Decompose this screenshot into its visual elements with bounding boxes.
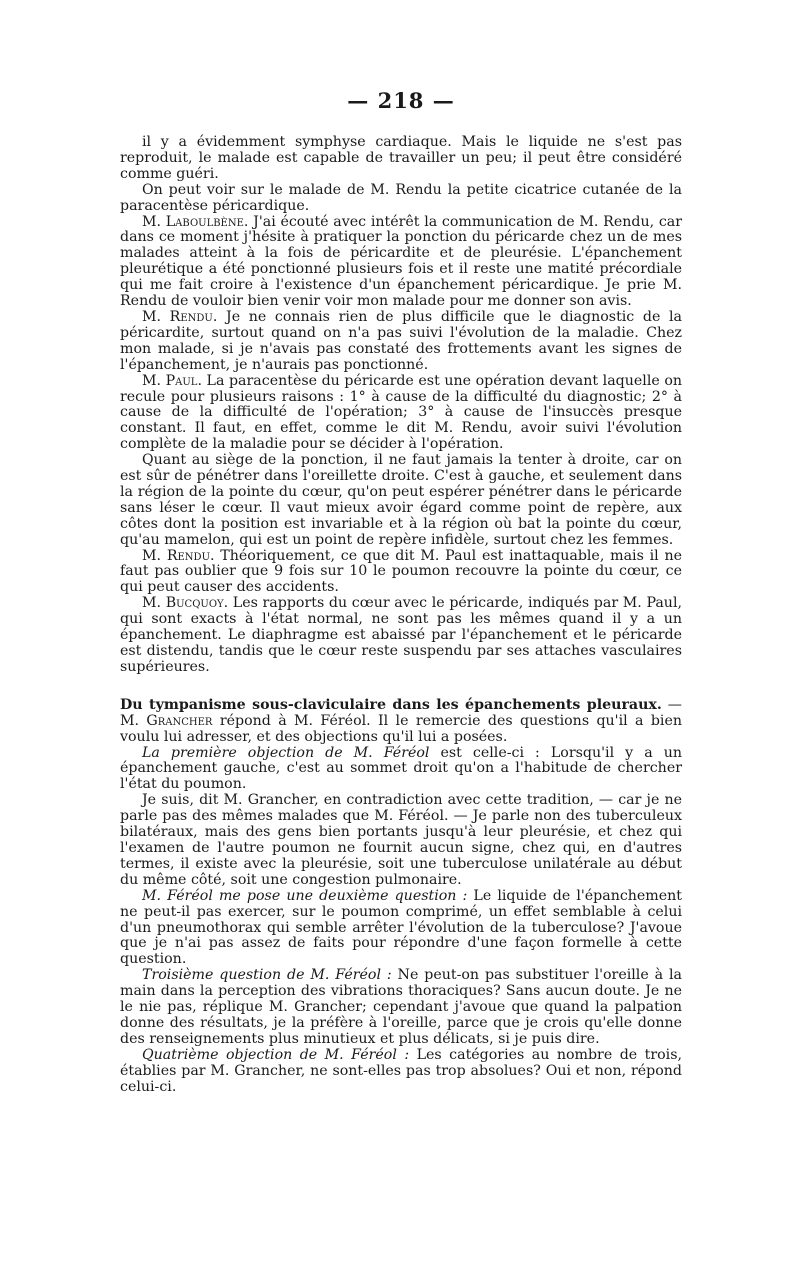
speaker-name: Rendu: [169, 308, 213, 325]
paragraph-text: Ne peut-on pas substituer l'oreille à la main dans la perception des vibrations thoraciques? Sans aucun doute. Je ne le nie pas, réplique M. Grancher; cependant j'avoue que quand la palpation donne des résultats, je la préfère à l'oreille, parce que je crois qu'elle donne des renseignements plus minutieux et plus délicats, si je puis dire.: [120, 967, 682, 1047]
paragraph-text: M.: [142, 547, 167, 564]
italic-text: M. Féréol me pose une deuxième question :: [142, 887, 468, 904]
paragraph: [120, 135, 682, 183]
paragraph-text: — M.: [120, 696, 682, 729]
paragraph-text: Le liquide de l'épanchement ne peut-il pas exercer, sur le poumon comprimé, un effet semblable à celui d'un pneumothorax qui semble arrêter l'évolution de la tuberculose? J'avoue que je n'ai pas assez de faits pour répondre d'une façon formelle à cette question.: [120, 887, 682, 968]
paragraph: [120, 596, 682, 676]
paragraph: [120, 968, 682, 1048]
paragraph: [120, 453, 682, 548]
paragraph: [120, 374, 682, 454]
paragraph-text: M.: [142, 213, 166, 230]
section-gap: [120, 676, 682, 698]
paragraph-text: . Les rapports du cœur avec le péricarde, indiqués par M. Paul, qui sont exacts à l'état normal, ne sont pas les mêmes quand il y a un épanchement. Le diaphragme est abaissé par l'épanchement et le péricarde est distendu, tandis que le cœur reste suspendu par ses attaches vasculaires supérieures.: [120, 595, 682, 675]
speaker-name: Rendu: [166, 547, 211, 564]
paragraph-text: Je suis, dit M. Grancher, en contradiction avec cette tradition, — car je ne parle pas des mêmes malades que M. Féréol. — Je parle non des tuberculeux bilatéraux, mais des gens bien portants jusqu'à leur pleurésie, et chez qui l'examen de l'autre poumon ne fournit aucun signe, chez qui, en d'autres termes, il existe avec la pleurésie, soit une tuberculose unilatérale au début du même côté, soit une congestion pulmonaire.: [120, 792, 682, 888]
paragraph-text: . J'ai écouté avec intérêt la communication de M. Rendu, car dans ce moment j'hésite à pratiquer la ponction du péricarde chez un de mes malades atteint à la fois de péricardite et de pleurésie. L'épanchement pleurétique a été ponctionné plusieurs fois et il reste une matité précordiale qui me fait croire à l'existence d'un épanchement péricardique. Je prie M. Rendu de vouloir bien venir voir mon malade pour me donner son avis.: [120, 213, 682, 310]
paragraph: [120, 889, 682, 969]
paragraph-text: M.: [142, 372, 166, 389]
paragraph: [120, 310, 682, 374]
paragraph-text: . Je ne connais rien de plus difficile que le diagnostic de la péricardite, surtout quand on n'a pas suivi l'évolution de la maladie. Chez mon malade, si je n'avais pas constaté des frottements avant les signes de l'épanchement, je n'aurais pas ponctionné.: [120, 308, 682, 373]
paragraph-text: Quant au siège de la ponction, il ne faut jamais la tenter à droite, car on est sûr de pénétrer dans l'oreillette droite. C'est à gauche, et seulement dans la région de la pointe du cœur, qu'on peut espérer pénétrer dans le péricarde sans léser le cœur. Il vaut mieux avoir égard comme point de repère, aux côtes dont la position est invariable et à la région où bat la pointe du cœur, qu'au mamelon, qui est un point de repère infidèle, surtout chez les femmes.: [120, 452, 682, 548]
paragraph: [120, 793, 682, 888]
paragraph-text: M.: [142, 595, 166, 612]
section-heading: Du tympanisme sous-claviculaire dans les épanchements pleuraux.: [120, 696, 662, 713]
speaker-name: Laboulbène: [165, 213, 244, 230]
paragraph: [120, 746, 682, 794]
page-number: — 218 —: [347, 88, 455, 113]
paragraph-text: Les catégories au nombre de trois, établies par M. Grancher, ne sont-elles pas trop absolues? Oui et non, répond celui-ci.: [120, 1046, 682, 1095]
paragraph: [120, 183, 682, 215]
paragraph-text: On peut voir sur le malade de M. Rendu la petite cicatrice cutanée de la paracentèse péricardique.: [120, 181, 682, 214]
paragraph: [120, 698, 682, 746]
paragraph-text: M.: [142, 308, 170, 325]
paragraph-text: il y a évidemment symphyse cardiaque. Mais le liquide ne s'est pas reproduit, le malade est capable de travailler un peu; il peut être considéré comme guéri.: [120, 134, 682, 182]
paragraph: [120, 215, 682, 310]
speaker-name: Paul: [165, 372, 198, 389]
italic-text: Troisième question de M. Féréol :: [142, 967, 392, 984]
italic-text: Quatrième objection de M. Féréol :: [142, 1046, 410, 1063]
body-text: [120, 135, 682, 1095]
paragraph-text: . La paracentèse du péricarde est une opération devant laquelle on recule pour plusieurs raisons : 1° à cause de la difficulté du diagnostic; 2° à cause de la difficulté de l'opération; 3° à cause de l'insuccès presque constant. Il faut, en effet, comme le dit M. Rendu, avoir suivi l'évolution complète de la maladie pour se décider à l'opération.: [120, 372, 683, 453]
speaker-name: Grancher: [146, 712, 213, 729]
paragraph-text: . Théoriquement, ce que dit M. Paul est inattaquable, mais il ne faut pas oublier que 9 fois sur 10 le poumon recouvre la pointe du cœur, ce qui peut causer des accidents.: [120, 547, 683, 596]
paragraph-text: est celle-ci : Lorsqu'il y a un épanchement gauche, c'est au sommet droit qu'on a l'habitude de chercher l'état du poumon.: [120, 744, 682, 793]
paragraph: [120, 549, 682, 597]
italic-text: La première objection de M. Féréol: [142, 744, 430, 761]
paragraph-text: répond à M. Féréol. Il le remercie des questions qu'il a bien voulu lui adresser, et des objections qu'il lui a posées.: [120, 712, 682, 745]
paragraph: [120, 1048, 682, 1096]
speaker-name: Bucquoy: [165, 595, 224, 612]
